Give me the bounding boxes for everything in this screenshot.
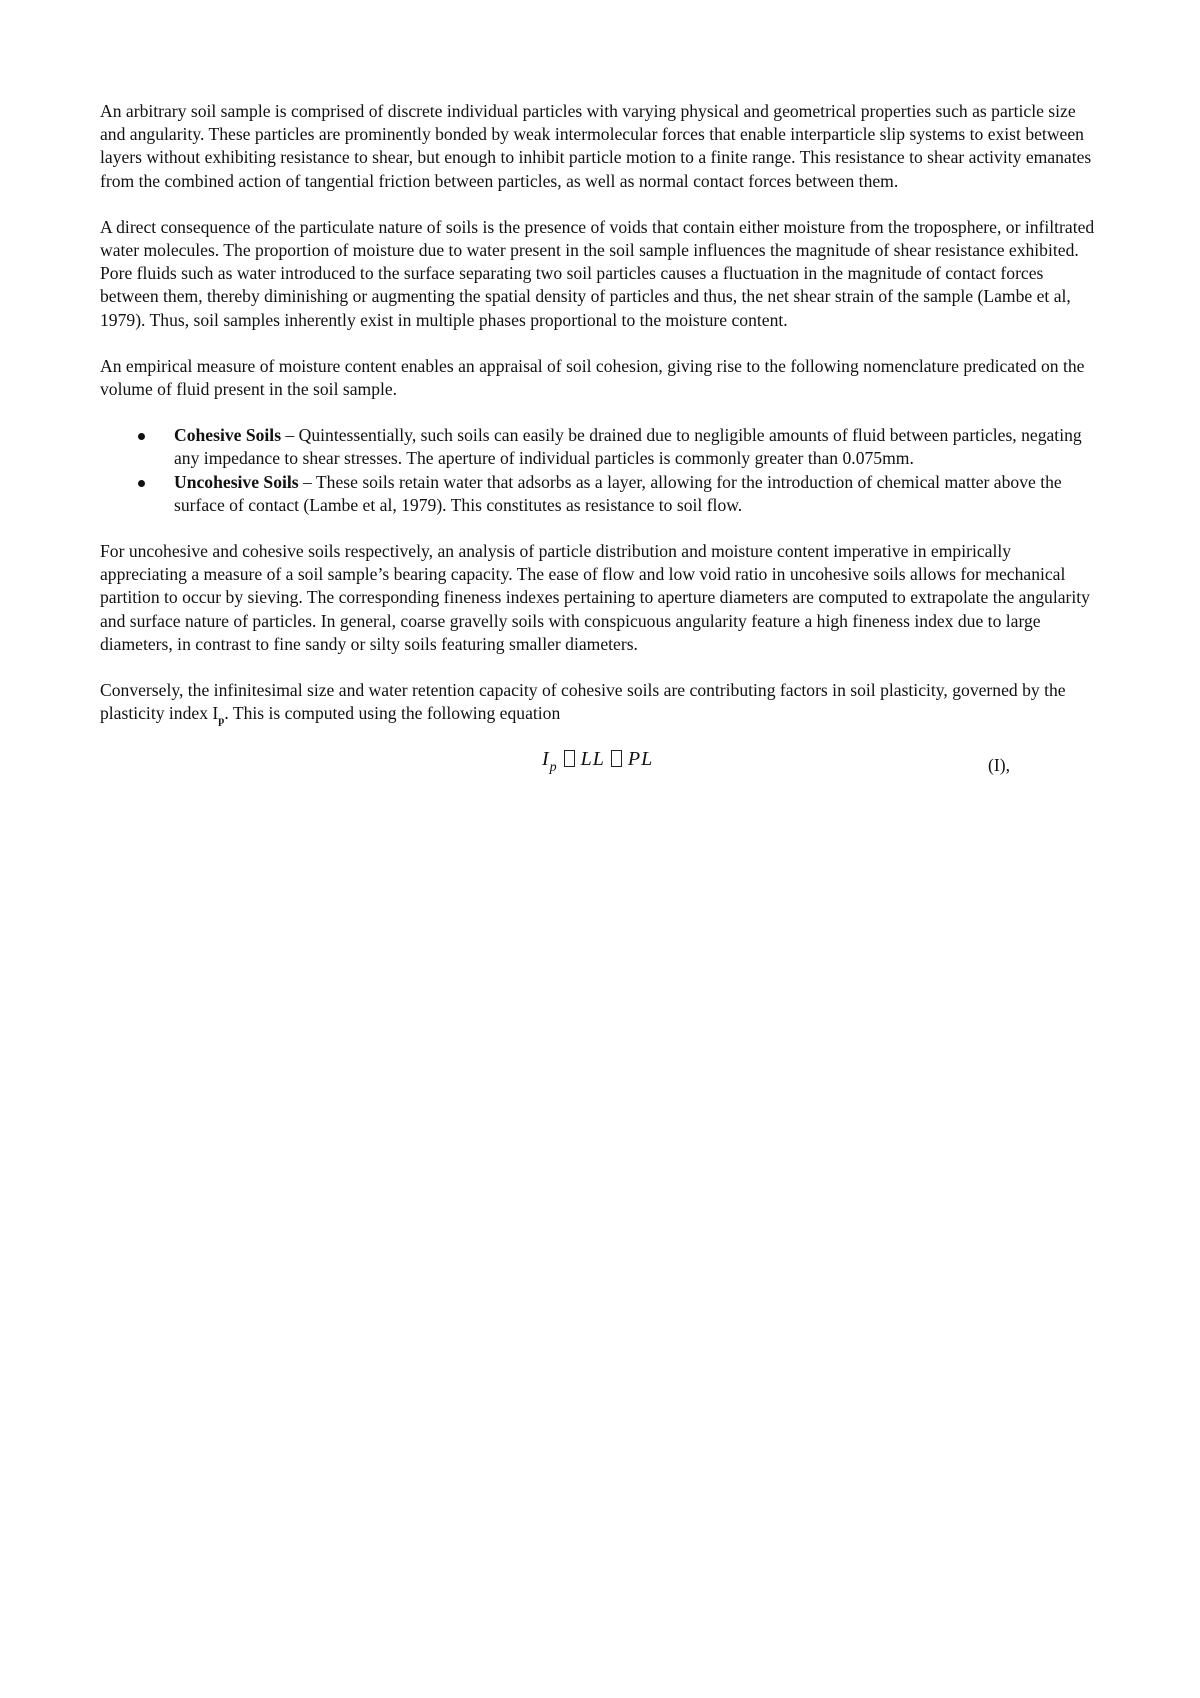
- paragraph-soil-voids: A direct consequence of the particulate nature of soils is the presence of voids that contain either moisture from the troposphere, or infiltrated water molecules. The proportion of moisture due to water present in the soil sample influences the magnitude of shear resistance exhibited. Pore fluids such as water introduced to the surface separating two soil particles causes a fluctuation in the magnitude of contact forces between them, thereby diminishing or augmenting the spatial density of particles and thus, the net shear strain of the sample (Lambe et al, 1979). Thus, soil samples inherently exist in multiple phases proportional to the moisture content.: [100, 216, 1095, 330]
- plasticity-equation: [542, 748, 653, 773]
- equation-liquid-limit: LL: [580, 747, 605, 770]
- equation-lhs-subscript: p: [549, 759, 558, 775]
- equation-plastic-limit: PL: [627, 747, 654, 770]
- term-cohesive-soils: Cohesive Soils: [174, 425, 282, 446]
- paragraph-moisture-measure: An empirical measure of moisture content enables an appraisal of soil cohesion, giving rise to the following nomenclature predicated on the volume of fluid present in the soil sample.: [100, 355, 1085, 400]
- missing-glyph-minus-icon: [611, 750, 622, 767]
- plasticity-text: Conversely, the infinitesimal size and water retention capacity of cohesive soils are contributing factors in soil plasticity, governed by the plasticity index I: [100, 680, 1066, 724]
- plasticity-text-tail: . This is computed using the following equation: [224, 703, 561, 724]
- paragraph-particle-distribution: For uncohesive and cohesive soils respectively, an analysis of particle distribution and moisture content imperative in empirically appreciating a measure of a soil sample’s bearing capacity. The ease of flow and low void ratio in uncohesive soils allows for mechanical partition to occur by sieving. The corresponding fineness indexes pertaining to aperture diameters are computed to extrapolate the angularity and surface nature of particles. In general, coarse gravelly soils with conspicuous angularity feature a high fineness index due to large diameters, in contrast to fine sandy or silty soils featuring smaller diameters.: [100, 541, 1090, 654]
- definition-cohesive-soils: – Quintessentially, such soils can easily be drained due to negligible amounts of fluid between particles, negating any impedance to shear stresses. The aperture of individual particles is commonly greater than 0.075mm.: [174, 425, 1082, 469]
- missing-glyph-equals-icon: [564, 750, 575, 767]
- definition-uncohesive-soils: – These soils retain water that adsorbs as a layer, allowing for the introduction of chemical matter above the surface of contact (Lambe et al, 1979). This constitutes as resistance to soil flow.: [174, 471, 1062, 515]
- equation-row: [100, 748, 1100, 788]
- list-item-cohesive-soils: [100, 424, 1100, 470]
- bullet-icon: [138, 433, 145, 440]
- list-item-uncohesive-soils: [100, 471, 1100, 517]
- plasticity-index-subscript: p: [218, 714, 225, 727]
- equation-number: (I),: [988, 754, 1010, 775]
- paragraph-soil-particles: An arbitrary soil sample is comprised of discrete individual particles with varying physical and geometrical properties such as particle size and angularity. These particles are prominently bonded by weak intermolecular forces that enable interparticle slip systems to exist between layers without exhibiting resistance to shear, but enough to inhibit particle motion to a finite range. This resistance to shear activity emanates from the combined action of tangential friction between particles, as well as normal contact forces between them.: [100, 101, 1092, 191]
- equation-lhs: I: [542, 747, 550, 770]
- soil-types-list: [100, 424, 1100, 517]
- term-uncohesive-soils: Uncohesive Soils: [174, 471, 299, 492]
- paragraph-plasticity-index: [100, 679, 1100, 733]
- document-page: [100, 100, 1100, 788]
- bullet-icon: [138, 480, 145, 487]
